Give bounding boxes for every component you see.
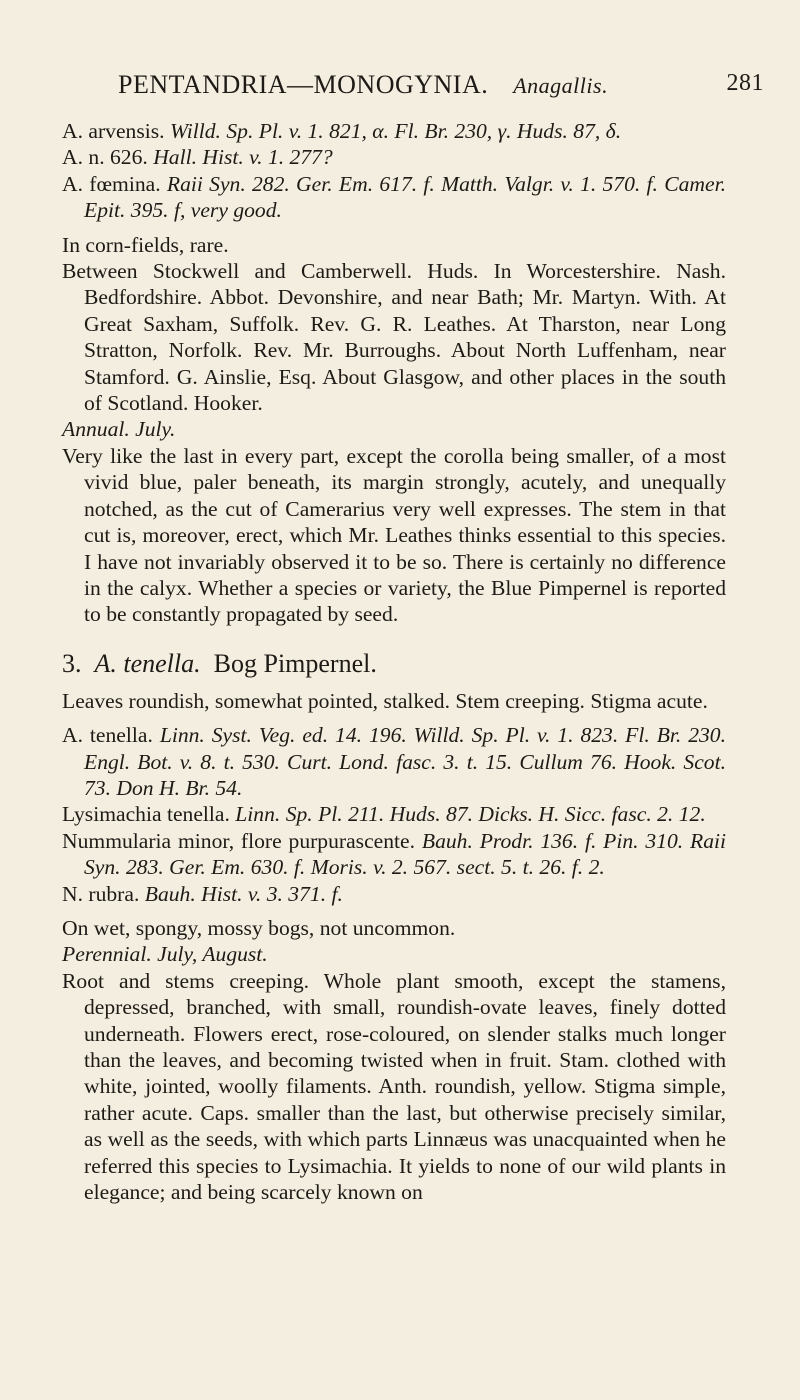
citation-name: A. arvensis. [62,119,165,143]
citation-ref: Hall. Hist. v. 1. 277? [153,145,333,170]
citation-name: Lysimachia tenella. [62,802,230,827]
page-number: 281 [726,70,764,96]
citation-name: Nummularia minor, flore purpurascente. [62,828,416,853]
habitat-text: In corn-fields, rare. [62,232,229,257]
running-title: PENTANDRIA—MONOGYNIA. [118,70,489,99]
citation-ref: Raii Syn. 282. Ger. Em. 617. f. Matth. Valgr. v. 1. 570. f. Camer. Epit. 395. f, very good. [84,171,726,223]
citation-ref: Bauh. Prodr. 136. f. Pin. 310. Raii Syn. 283. Ger. Em. 630. f. Moris. v. 2. 567. sect. 5. t. 26. f. 2. [84,828,727,880]
citation-ref: Linn. Syst. Veg. ed. 14. 196. Willd. Sp. Pl. v. 1. 823. Fl. Br. 230. Engl. Bot. v. 8. t. 530. Curt. Lond. fasc. 3. t. 15. Cullum 76. Hook. Scot. 73. Don H. Br. 54. [84,723,727,800]
citation-ref: Bauh. Hist. v. 3. 371. f. [144,881,343,906]
citation [62,801,726,827]
diagnosis-text: Leaves roundish, somewhat pointed, stalked. Stem creeping. Stigma acute. [62,688,708,713]
citation-name: A. n. 626. [62,145,148,170]
citation [62,118,726,144]
citation [62,171,726,224]
citation-ref: Willd. Sp. Pl. v. 1. 821, α. Fl. Br. 230, γ. Huds. 87, δ. [169,119,622,143]
citation [62,722,726,801]
species-scientific-name: A. tenella. [94,648,201,678]
description-text: Root and stems creeping. Whole plant smooth, except the stamens, depressed, branched, with small, roundish-ovate leaves, finely dotted underneath. Flowers erect, rose-coloured, on slender stalks much longer than the leaves, and becoming twisted when in fruit. Stam. clothed with white, jointed, woolly filaments. Anth. roundish, yellow. Stigma simple, rather acute. Caps. smaller than the last, but otherwise precisely similar, as well as the seeds, with which parts Linnæus was unacquainted when he referred this species to Lysimachia. It yields to none of our wild plants in elegance; and being scarcely known on [62,968,726,1205]
flowering-time: Perennial. July, August. [62,942,268,967]
genus-heading: Anagallis. [513,73,609,98]
citation-name: N. rubra. [62,881,140,906]
citation-name: A. tenella. [62,723,153,748]
citation [62,144,726,170]
species-heading [62,648,726,680]
citation [62,828,726,881]
running-header [118,70,764,100]
localities-text: Between Stockwell and Camberwell. Huds. In Worcestershire. Nash. Bedfordshire. Abbot. Devonshire, and near Bath; Mr. Martyn. With. At Great Saxham, Suffolk. Rev. G. R. Leathes. At Tharston, near Long Stratton, Norfolk. Rev. Mr. Burroughs. About North Luffenham, near Stamford. G. Ainslie, Esq. About Glasgow, and other places in the south of Scotland. Hooker. [62,259,726,416]
citation [62,881,726,907]
flowering-time: Annual. July. [62,417,176,442]
species-common-name: Bog Pimpernel. [213,648,377,678]
citation-name: A. fœmina. [62,171,161,196]
species-number: 3. [62,648,82,678]
habitat-text: On wet, spongy, mossy bogs, not uncommon. [62,915,456,940]
citation-ref: Linn. Sp. Pl. 211. Huds. 87. Dicks. H. Sicc. fasc. 2. 12. [235,802,706,827]
page-body [62,118,726,1205]
description-text: Very like the last in every part, except the corolla being smaller, of a most vivid blue, paler beneath, its margin strongly, acutely, and unequally notched, as the cut of Camerarius very well expresses. The stem in that cut is, moreover, erect, which Mr. Leathes thinks essential to this species. I have not invariably observed it to be so. There is certainly no difference in the calyx. Whether a species or variety, the Blue Pimpernel is reported to be constantly propagated by seed. [62,443,726,627]
